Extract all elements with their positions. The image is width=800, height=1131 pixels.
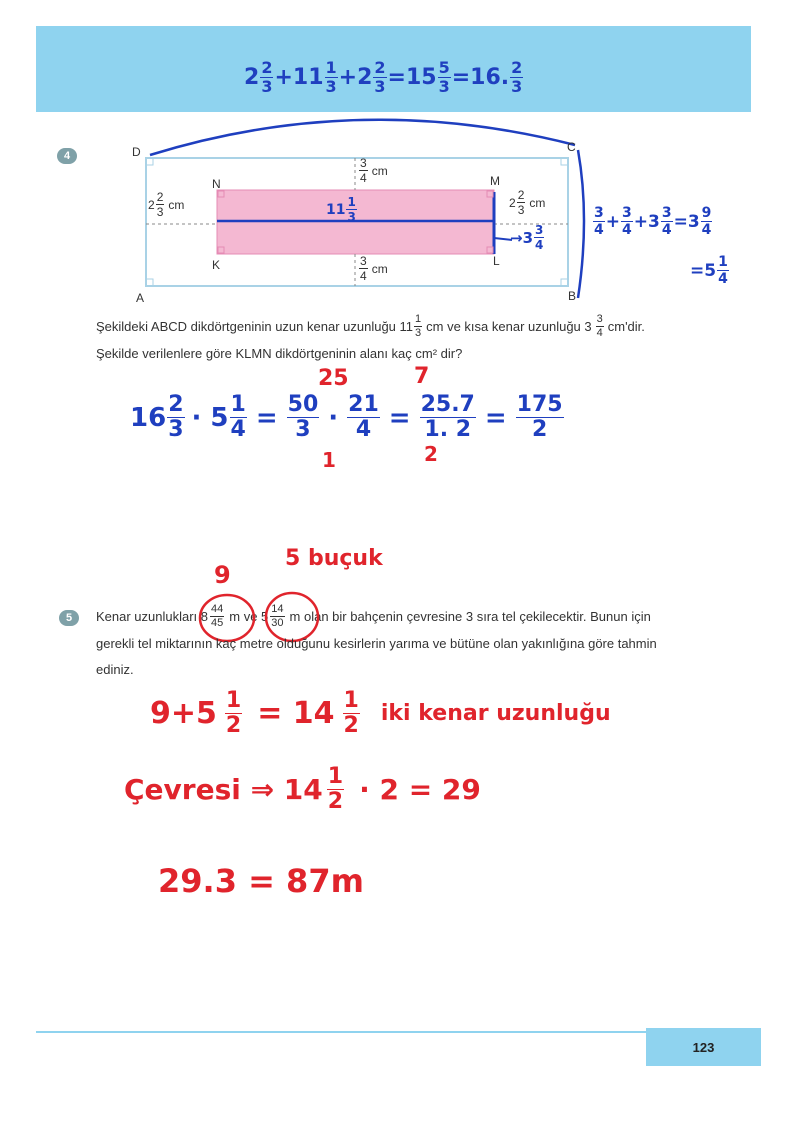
sum-den: 3	[374, 77, 386, 96]
work-den: 2	[531, 417, 548, 442]
q5-text-part: Kenar uzunlukları 8	[96, 609, 209, 624]
question-4-badge: 4	[57, 148, 77, 164]
work-equals: =	[255, 402, 278, 433]
sum-den: 3	[438, 77, 450, 96]
calc-term: +3	[633, 211, 660, 232]
sum-den: 3	[511, 77, 523, 96]
dim-num: 3	[360, 156, 367, 170]
dim-unit: cm	[529, 195, 546, 210]
q5-work-line1	[150, 690, 611, 737]
q5-text-line3: ediniz.	[96, 662, 134, 677]
vertex-c: C	[567, 140, 576, 154]
sum-den: 3	[261, 77, 273, 96]
q4-diagram	[0, 100, 800, 420]
annot-9: 9	[214, 561, 231, 589]
dim-unit: cm	[371, 163, 388, 178]
work-num: 50	[287, 392, 319, 417]
sum-term: +2	[338, 65, 373, 90]
dim-bottom-label	[358, 255, 388, 282]
work-num: 1	[230, 392, 246, 417]
header-sum	[244, 60, 524, 95]
q5-text-part: m olan bir bahçenin çevresine 3 sıra tel çekilecektir. Bunun için	[289, 609, 651, 624]
dim-num: 2	[517, 188, 525, 202]
work-equals: =	[388, 402, 411, 433]
sum-num: 5	[438, 58, 450, 77]
dim-whole: 2	[509, 195, 516, 210]
work-num: 1	[225, 688, 242, 713]
q4-text-line1	[96, 314, 645, 339]
side-calc-line1: $\frac{3}{4}$ + $\frac{3}{4}$ +3 $\frac{3}{4}$ =3 $\frac{9}{4}$	[594, 205, 712, 238]
vertex-d: D	[132, 145, 141, 159]
hand-whole: 11	[326, 201, 346, 218]
page-number: 123	[646, 1028, 761, 1066]
work-dot: ·	[328, 402, 339, 433]
annot-5-bucuk: 5 buçuk	[285, 546, 383, 571]
frac-num: 44	[211, 603, 224, 615]
q5-work-line3: 29.3 = 87m	[158, 862, 364, 900]
vertex-b: B	[568, 289, 577, 303]
sum-num: 1	[325, 58, 337, 77]
q4-text-part: Şekildeki ABCD dikdörtgeninin uzun kenar uzunluğu 11	[96, 319, 414, 334]
frac-num: 14	[271, 603, 284, 615]
dim-unit: cm	[168, 197, 185, 212]
sum-den: 3	[325, 77, 337, 96]
hand-num: 1	[347, 195, 356, 209]
calc-den: 4	[701, 222, 712, 238]
work-den: 3	[295, 417, 311, 442]
right-angle-mark	[561, 158, 568, 165]
dim-right-label	[509, 189, 545, 216]
hand-den: 4	[535, 238, 544, 252]
q5-text-part: m ve 5	[229, 609, 269, 624]
hand-length-label	[326, 196, 358, 223]
work-num: 1	[343, 688, 359, 713]
dim-den: 4	[360, 171, 367, 185]
q5-text-line2: gerekli tel miktarının kaç metre olduğunu kesirlerin yarıma ve bütüne olan yakınlığına göre tahmin	[96, 636, 657, 651]
work-num: 25.7	[420, 392, 475, 417]
q4-text-part: cm ve kısa kenar uzunluğu 3	[426, 319, 592, 334]
hand-den: 3	[347, 210, 356, 224]
work-den: 3	[168, 417, 184, 442]
vertex-n: N	[212, 177, 221, 191]
cancel-note-1: 1	[322, 448, 336, 472]
work-term: 16	[130, 402, 167, 433]
frac-num: 3	[596, 313, 603, 325]
frac-num: 1	[415, 313, 422, 325]
circled-frac-2	[270, 604, 284, 629]
sum-term: =15	[387, 65, 437, 90]
work-den: 4	[230, 417, 246, 442]
work-term: · 5	[191, 402, 229, 433]
dim-unit: cm	[371, 261, 388, 276]
calc-num: 3	[622, 205, 632, 221]
frac-den: 45	[211, 617, 224, 629]
dim-num: 3	[360, 254, 367, 268]
work-num: 175	[516, 392, 563, 417]
calc-num: 9	[701, 205, 712, 221]
side-calc-line2	[690, 255, 730, 286]
dim-den: 3	[156, 205, 164, 219]
work-num: 21	[348, 392, 379, 417]
sum-term: =16.	[451, 65, 510, 90]
frac-den: 4	[596, 327, 603, 339]
circled-frac-1	[210, 604, 224, 629]
sum-num: 2	[261, 58, 273, 77]
right-angle-mark	[146, 158, 153, 165]
calc-num: 3	[661, 205, 672, 221]
cancel-note-2: 2	[424, 442, 438, 466]
calc-den: 4	[594, 222, 604, 238]
vertex-m: M	[490, 174, 500, 188]
dim-top-label	[358, 157, 388, 184]
hand-width-label	[510, 224, 545, 251]
vertex-k: K	[212, 258, 221, 272]
calc-den: 4	[661, 222, 672, 238]
dim-den: 4	[360, 269, 367, 283]
work-den: 2	[343, 713, 359, 738]
work-num: 2	[168, 392, 184, 417]
work-den: 2	[327, 789, 344, 814]
calc-num: 1	[718, 254, 728, 270]
calc-term: =5	[690, 260, 717, 281]
cancel-note-25: 25	[318, 366, 349, 391]
frac-den: 3	[415, 327, 422, 339]
sum-term: +11	[274, 65, 324, 90]
hand-whole: →3	[510, 228, 534, 247]
sum-num: 2	[374, 58, 386, 77]
right-angle-mark	[146, 279, 153, 286]
calc-num: 3	[594, 205, 604, 221]
vertex-l: L	[493, 254, 500, 268]
vertex-a: A	[136, 291, 145, 305]
calc-term: =3	[673, 211, 700, 232]
sum-num: 2	[511, 58, 523, 77]
calc-den: 4	[718, 271, 728, 287]
q5-text-line1	[96, 604, 651, 629]
work-term: · 2 = 29	[359, 773, 481, 806]
q5-work-line2	[124, 766, 481, 813]
work-term: Çevresi ⇒ 14	[124, 773, 323, 806]
right-angle-mark	[561, 279, 568, 286]
dim-whole: 2	[148, 197, 155, 212]
work-den: 1. 2	[424, 417, 472, 442]
work-term: = 14	[257, 696, 335, 731]
blue-arc	[150, 120, 575, 155]
work-den: 2	[225, 713, 242, 738]
q4-work	[130, 394, 565, 441]
dim-num: 2	[156, 190, 164, 204]
q4-text-line2: Şekilde verilenlere göre KLMN dikdörtgeninin alanı kaç cm² dir?	[96, 346, 463, 361]
question-5-badge: 5	[59, 610, 79, 626]
cancel-note-7: 7	[414, 364, 430, 389]
work-den: 4	[355, 417, 372, 442]
hand-num: 3	[535, 223, 544, 237]
blue-brace	[578, 150, 584, 298]
dim-den: 3	[517, 203, 525, 217]
work-equals: =	[484, 402, 507, 433]
dim-left-label	[148, 191, 184, 218]
q4-text-part: cm'dir.	[607, 319, 645, 334]
work-num: 1	[327, 764, 344, 789]
work-note: iki kenar uzunluğu	[380, 701, 611, 726]
work-term: 9+5	[150, 696, 217, 731]
calc-den: 4	[622, 222, 632, 238]
sum-term: 2	[244, 65, 260, 90]
frac-den: 30	[271, 617, 284, 629]
